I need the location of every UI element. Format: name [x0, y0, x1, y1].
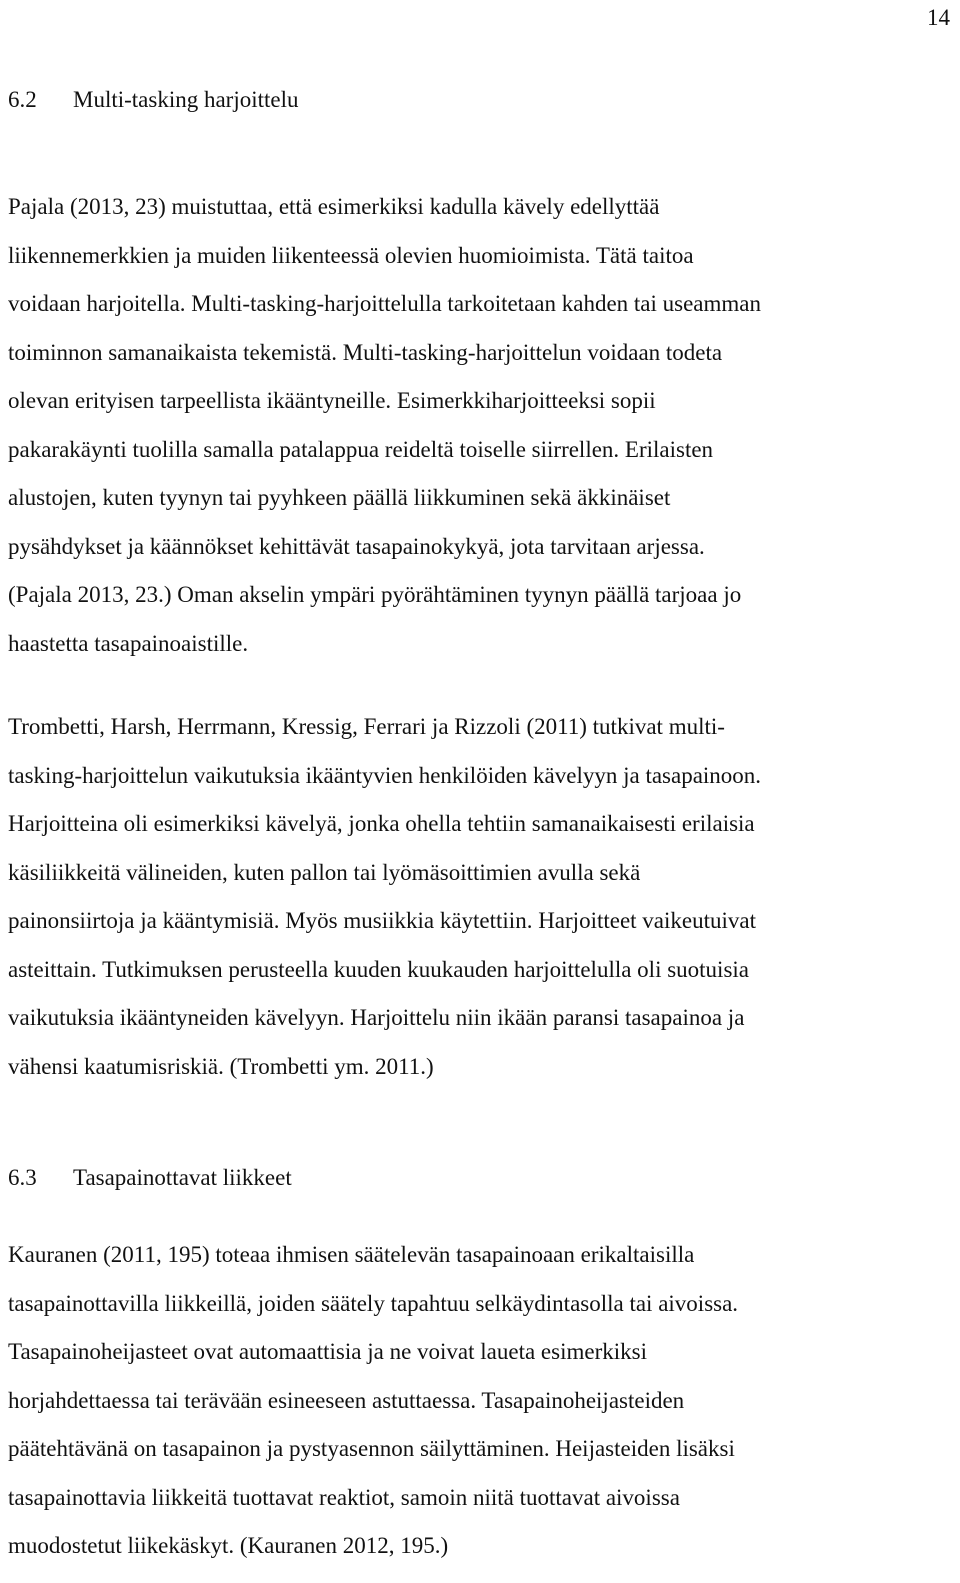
text-line: Tasapainoheijasteet ovat automaattisia ja ne voivat laueta esimerkiksi: [8, 1339, 647, 1364]
paragraph-pajala: [8, 193, 948, 678]
text-line: Trombetti, Harsh, Herrmann, Kressig, Ferrari ja Rizzoli (2011) tutkivat multi-: [8, 714, 725, 739]
text-line: horjahdettaessa tai terävään esineeseen astuttaessa. Tasapainoheijasteiden: [8, 1387, 685, 1413]
text-line: käsiliikkeitä välineiden, kuten pallon tai lyömäsoittimien avulla sekä: [8, 859, 641, 885]
text-line: painonsiirtoja ja kääntymisiä. Myös musiikkia käytettiin. Harjoitteet vaikeutuivat: [8, 908, 756, 933]
text-line: pysähdykset ja käännökset kehittävät tasapainokykyä, jota tarvitaan arjessa.: [8, 533, 705, 559]
section-heading-6-3: [8, 1164, 292, 1192]
text-line: (Pajala 2013, 23.) Oman akselin ympäri pyörähtäminen tyynyn päällä tarjoaa jo: [8, 582, 742, 607]
text-line: muodostetut liikekäskyt. (Kauranen 2012, 195.): [8, 1533, 449, 1558]
text-line: Pajala (2013, 23) muistuttaa, että esimerkiksi kadulla kävely edellyttää: [8, 194, 660, 219]
section-heading-6-2: [8, 86, 299, 114]
text-line: tasapainottavilla liikkeillä, joiden säätely tapahtuu selkäydintasolla tai aivoissa.: [8, 1290, 739, 1316]
section-title: Multi-tasking harjoittelu: [73, 87, 299, 112]
paragraph-trombetti: [8, 713, 948, 1101]
text-line: Harjoitteina oli esimerkiksi kävelyä, jonka ohella tehtiin samanaikaisesti erilaisia: [8, 811, 755, 836]
paragraph-kauranen: [8, 1241, 948, 1581]
page-number: 14: [927, 5, 950, 30]
text-line: vähensi kaatumisriskiä. (Trombetti ym. 2011.): [8, 1053, 434, 1079]
text-line: asteittain. Tutkimuksen perusteella kuuden kuukauden harjoittelulla oli suotuisia: [8, 956, 749, 982]
text-line: toiminnon samanaikaista tekemistä. Multi-tasking-harjoittelun voidaan todeta: [8, 339, 723, 365]
section-number: 6.2: [8, 87, 37, 112]
text-line: olevan erityisen tarpeellista ikääntyneille. Esimerkkiharjoitteeksi sopii: [8, 388, 656, 413]
section-title: Tasapainottavat liikkeet: [73, 1165, 292, 1190]
text-line: Kauranen (2011, 195) toteaa ihmisen säätelevän tasapainoaan erikaltaisilla: [8, 1242, 695, 1267]
text-line: alustojen, kuten tyynyn tai pyyhkeen päällä liikkuminen sekä äkkinäiset: [8, 485, 671, 510]
text-line: liikennemerkkien ja muiden liikenteessä olevien huomioimista. Tätä taitoa: [8, 242, 694, 268]
text-line: tasking-harjoittelun vaikutuksia ikääntyvien henkilöiden kävelyyn ja tasapainoon.: [8, 762, 762, 788]
text-line: haastetta tasapainoaistille.: [8, 630, 249, 656]
text-line: päätehtävänä on tasapainon ja pystyasennon säilyttäminen. Heijasteiden lisäksi: [8, 1436, 735, 1461]
text-line: tasapainottavia liikkeitä tuottavat reaktiot, samoin niitä tuottavat aivoissa: [8, 1484, 680, 1510]
text-line: pakarakäynti tuolilla samalla patalappua reideltä toiselle siirrellen. Erilaisten: [8, 436, 714, 462]
section-number: 6.3: [8, 1165, 37, 1190]
text-line: vaikutuksia ikääntyneiden kävelyyn. Harjoittelu niin ikään paransi tasapainoa ja: [8, 1005, 745, 1030]
text-line: voidaan harjoitella. Multi-tasking-harjoittelulla tarkoitetaan kahden tai useamman: [8, 291, 762, 316]
